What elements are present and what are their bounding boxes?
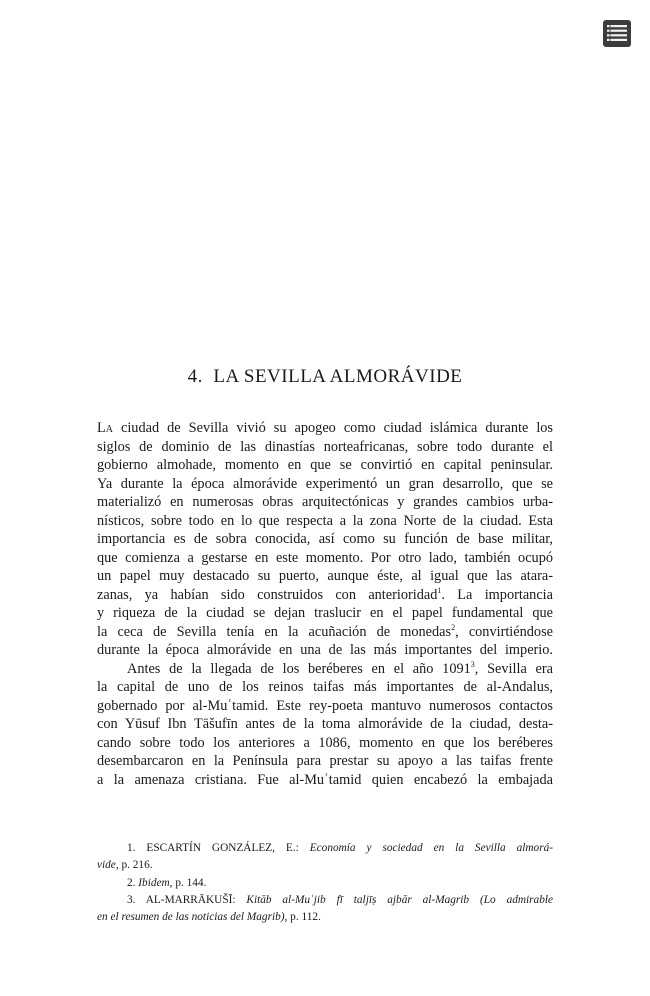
body-line <box>97 512 553 531</box>
body-line <box>97 586 553 605</box>
text-run: zanas, ya habían sido construidos con anterioridad <box>97 586 438 603</box>
footnote-line <box>97 909 553 926</box>
body-line <box>97 475 553 494</box>
body-line <box>97 678 553 697</box>
text-run: nísticos, sobre todo en lo que respecta a la zona Norte de la ciudad. Esta <box>97 512 553 529</box>
body-line <box>97 641 553 660</box>
text-run: gobernado por al-Muʿtamid. Este rey-poeta mantuvo numerosos contactos <box>97 697 553 714</box>
text-run: 1. ESCARTÍN GONZÁLEZ, E.: <box>127 842 310 854</box>
chapter-title <box>0 366 650 388</box>
text-run: la capital de uno de los reinos taifas más importantes de al-Andalus, <box>97 679 553 695</box>
body-line <box>97 438 553 457</box>
text-run: , p. 144. <box>169 876 207 889</box>
italic-text: vide <box>97 859 116 872</box>
body-line <box>97 530 553 549</box>
chapter-number: 4. <box>187 366 203 387</box>
text-run: con Yūsuf Ibn Tāšufīn antes de la toma almorávide de la ciudad, desta- <box>97 716 553 732</box>
footnote-line <box>97 875 553 892</box>
body-line <box>97 734 553 753</box>
body-line <box>97 419 553 438</box>
body-line <box>97 697 553 716</box>
italic-text: Kitāb al-Muʿjib fī taljīṣ ajbār al-Magrib (Lo admirable <box>246 893 554 906</box>
body-line <box>97 456 553 475</box>
text-run: importancia es de sobra conocida, así como su función de base militar, <box>97 531 553 547</box>
footnote-ref[interactable]: 1 <box>437 585 442 595</box>
text-run: desembarcaron en la Península para prestar su apoyo a las taifas frente <box>97 753 553 769</box>
small-caps-text: La <box>97 420 113 436</box>
footnotes <box>97 840 553 926</box>
list-menu-icon[interactable] <box>603 20 631 47</box>
text-run: Antes de la llegada de los beréberes en el año 1091 <box>127 660 471 677</box>
text-run: cando sobre todo los anteriores a 1086, momento en que los beréberes <box>97 734 553 751</box>
text-run: durante la época almorávide en una de las más importantes del imperio. <box>97 642 553 658</box>
body-line <box>97 623 553 642</box>
text-run: Ya durante la época almorávide experimentó un gran desarrollo, que se <box>97 475 553 492</box>
body-line <box>97 660 553 679</box>
text-run: , Sevilla era <box>474 660 553 677</box>
body-line <box>97 567 553 586</box>
italic-text: en el resumen de las noticias del Magrib) <box>97 911 285 924</box>
text-run: un papel muy destacado su puerto, aunque éste, al igual que las atara- <box>97 568 553 584</box>
text-run: 2. <box>127 876 139 889</box>
text-run: que comienza a gestarse en este momento. Por otro lado, también ocupó <box>97 549 553 566</box>
body-line <box>97 549 553 568</box>
text-run: siglos de dominio de las dinastías norteafricanas, sobre todo durante el <box>97 438 553 455</box>
body-line <box>97 752 553 771</box>
text-run: ciudad de Sevilla vivió su apogeo como ciudad islámica durante los <box>112 420 553 436</box>
chapter-heading: LA SEVILLA ALMORÁVIDE <box>213 366 463 387</box>
body-line <box>97 771 553 790</box>
footnote-ref[interactable]: 2 <box>451 622 456 632</box>
text-run: la ceca de Sevilla tenía en la acuñación de monedas <box>97 623 452 640</box>
text-run: . La importancia <box>441 586 553 603</box>
text-run: , p. 216. <box>115 859 153 872</box>
footnote-line <box>97 857 553 874</box>
body-line <box>97 604 553 623</box>
body-line <box>97 493 553 512</box>
text-run: 3. AL-MARRĀKUŠĪ: <box>127 893 247 906</box>
italic-text: Economía y sociedad en la Sevilla almorá- <box>309 842 554 854</box>
text-run: gobierno almohade, momento en que se convirtió en capital peninsular. <box>97 457 553 473</box>
text-run: , p. 112. <box>284 911 321 924</box>
body-line <box>97 715 553 734</box>
text-run: materializó en numerosas obras arquitectónicas y grandes cambios urba- <box>97 494 553 510</box>
footnote-line <box>97 840 553 857</box>
text-run: y riqueza de la ciudad se dejan traslucir en el papel fundamental que <box>97 605 553 621</box>
body-text <box>97 419 553 789</box>
text-run: a la amenaza cristiana. Fue al-Muʿtamid quien encabezó la embajada <box>97 771 553 788</box>
text-run: , convirtiéndose <box>455 623 553 640</box>
footnote-ref[interactable]: 3 <box>470 659 475 669</box>
footnote-line <box>97 892 553 909</box>
italic-text: Ibidem <box>138 876 170 889</box>
